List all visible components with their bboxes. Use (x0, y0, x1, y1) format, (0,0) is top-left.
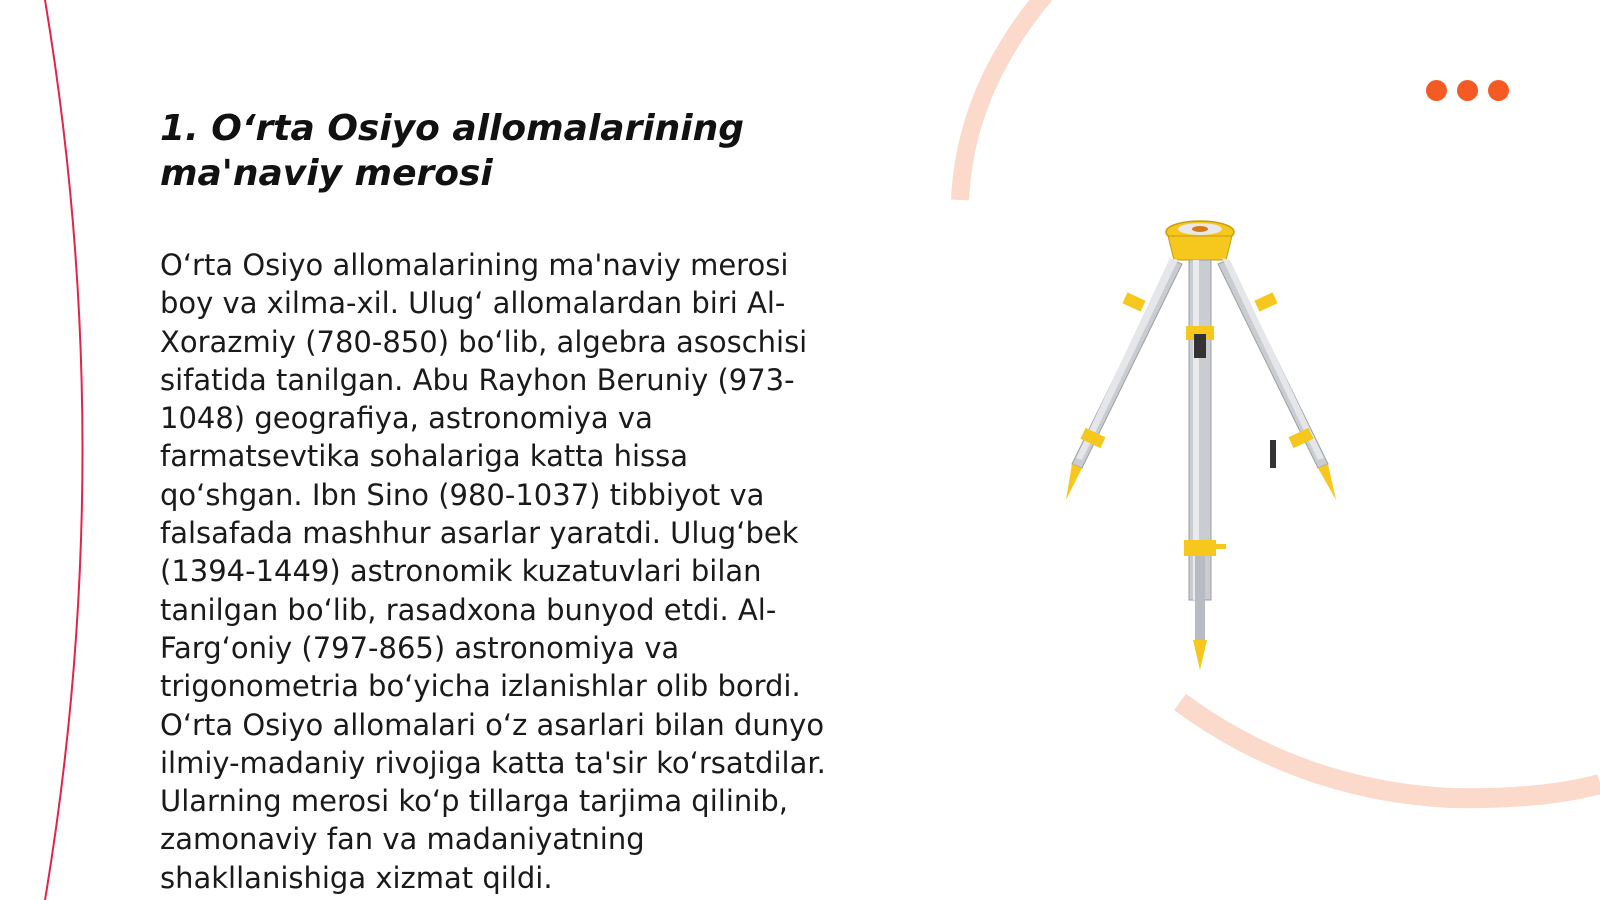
slide-body-text: O‘rta Osiyo allomalarining ma'naviy merosi boy va xilma-xil. Ulug‘ allomalardan biri Al- Xorazmiy (780-850) bo‘lib, algebra asoschisi sifatida tanilgan. Abu Rayhon Beruniy (973- 1048) geografiya, astronomiya va farmatsevtika sohalariga katta hissa qo‘shgan. Ibn Sino (980-1037) tibbiyot va falsafada mashhur asarlar yaratdi. Ulug‘bek (1394-1449) astronomik kuzatuvlari bilan tanilgan bo‘lib, rasadxona bunyod etdi. Al- Farg‘oniy (797-865) astronomiya va trigonometria bo‘yicha izlanishlar olib bordi. O‘rta Osiyo allomalari o‘z asarlari bilan dunyo ilmiy-madaniy rivojiga katta ta'sir ko‘rsatdilar. Ularning merosi ko‘p tillarga tarjima qilinib, zamonaviy fan va madaniyatning shakllanishiga xizmat qildi. (160, 248, 826, 895)
dot (1426, 80, 1447, 101)
top-arc (960, 0, 1045, 200)
slide-title: 1. O‘rta Osiyo allomalarining ma'naviy merosi (160, 108, 745, 194)
surveying-tripod-image (1060, 210, 1340, 690)
dot (1488, 80, 1509, 101)
more-dots-icon (1426, 80, 1509, 101)
left-accent-line (45, 0, 83, 900)
dot (1457, 80, 1478, 101)
bottom-arc (1180, 702, 1600, 798)
